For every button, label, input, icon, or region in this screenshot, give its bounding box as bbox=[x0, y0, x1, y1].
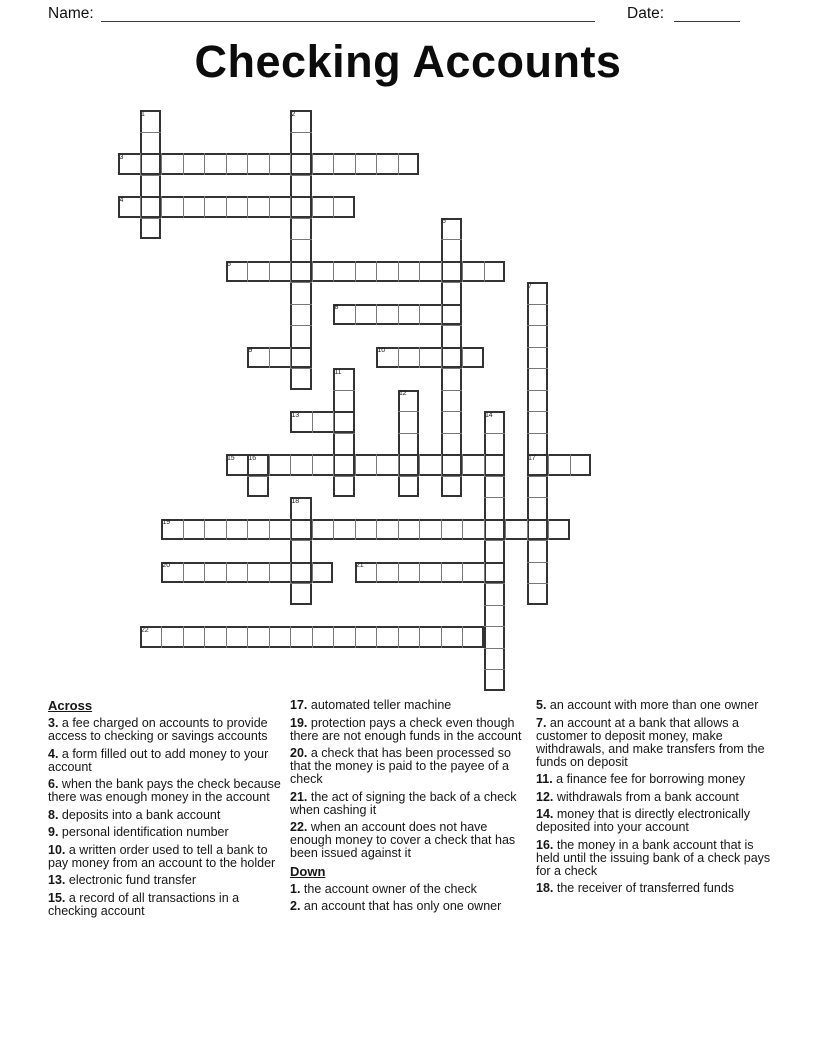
crossword-cell bbox=[398, 411, 420, 433]
crossword-cell bbox=[484, 261, 506, 283]
clue-20: 20. a check that has been processed so that the money is paid to the payee of a check bbox=[290, 746, 511, 786]
cell-number: 14 bbox=[485, 411, 493, 419]
crossword-cell bbox=[226, 196, 248, 218]
crossword-cell bbox=[527, 411, 549, 433]
crossword-cell bbox=[419, 519, 441, 541]
crossword-cell bbox=[140, 110, 162, 132]
crossword-cell bbox=[441, 261, 463, 283]
clue-column-right bbox=[536, 699, 778, 900]
crossword-cell bbox=[376, 304, 398, 326]
crossword-cell bbox=[226, 153, 248, 175]
crossword-cell bbox=[183, 626, 205, 648]
crossword-cell bbox=[312, 626, 334, 648]
crossword-cell bbox=[140, 218, 162, 240]
clue-9: 9. personal identification number bbox=[48, 825, 229, 839]
crossword-cell bbox=[226, 261, 248, 283]
word-6-across bbox=[226, 261, 506, 283]
crossword-cell bbox=[398, 304, 420, 326]
crossword-cell bbox=[290, 347, 312, 369]
crossword-cell bbox=[355, 261, 377, 283]
crossword-cell bbox=[247, 562, 269, 584]
clue-14: 14. money that is directly electronically deposited into your account bbox=[536, 807, 750, 834]
crossword-cell bbox=[527, 519, 549, 541]
crossword-cell bbox=[527, 368, 549, 390]
date-label: Date: bbox=[627, 5, 665, 22]
clue-17: 17. automated teller machine bbox=[290, 698, 452, 712]
cell-number: 21 bbox=[356, 562, 364, 569]
cell-number: 4 bbox=[119, 196, 124, 204]
crossword-cell bbox=[290, 325, 312, 347]
word-8-across bbox=[333, 304, 462, 326]
crossword-cell bbox=[312, 562, 334, 584]
crossword-cell bbox=[355, 454, 377, 476]
crossword-cell bbox=[290, 110, 312, 132]
crossword-cell bbox=[376, 562, 398, 584]
crossword-cell bbox=[462, 261, 484, 283]
clue-18: 18. the receiver of transferred funds bbox=[536, 881, 735, 895]
crossword-cell bbox=[419, 261, 441, 283]
crossword-cell bbox=[333, 196, 355, 218]
crossword-cell bbox=[484, 583, 506, 605]
crossword-cell bbox=[441, 411, 463, 433]
cell-number: 18 bbox=[291, 497, 299, 505]
crossword-cell bbox=[247, 261, 269, 283]
word-18-down bbox=[290, 497, 312, 605]
crossword-cell bbox=[290, 497, 312, 519]
crossword-cell bbox=[269, 454, 291, 476]
clue-5: 5. an account with more than one owner bbox=[536, 698, 759, 712]
crossword-cell bbox=[226, 519, 248, 541]
clue-10: 10. a written order used to tell a bank to pay money from an account to the holder bbox=[48, 842, 276, 870]
crossword-cell bbox=[290, 583, 312, 605]
word-4-across bbox=[118, 196, 355, 218]
crossword-cell bbox=[441, 368, 463, 390]
crossword-cell bbox=[290, 626, 312, 648]
cell-number: 9 bbox=[248, 347, 253, 354]
crossword-cell bbox=[312, 454, 334, 476]
crossword-cell bbox=[441, 347, 463, 369]
cell-number: 5 bbox=[442, 218, 446, 225]
crossword-cell bbox=[441, 218, 463, 240]
crossword-cell bbox=[355, 304, 377, 326]
crossword-cell bbox=[226, 626, 248, 648]
clues-down-header: Down bbox=[290, 863, 326, 879]
crossword-cell bbox=[570, 454, 592, 476]
crossword-cell bbox=[140, 153, 162, 175]
crossword-cell bbox=[484, 476, 506, 498]
crossword-cell bbox=[333, 411, 355, 433]
crossword-cell bbox=[527, 540, 549, 562]
crossword-cell bbox=[204, 562, 226, 584]
crossword-cell bbox=[290, 368, 312, 390]
crossword-cell bbox=[376, 261, 398, 283]
crossword-cell bbox=[290, 218, 312, 240]
crossword-cell bbox=[419, 454, 441, 476]
crossword-cell bbox=[290, 153, 312, 175]
clue-11: 11. a finance fee for borrowing money bbox=[536, 772, 746, 786]
crossword-cell bbox=[118, 196, 140, 218]
clue-column-left bbox=[48, 699, 285, 922]
crossword-cell bbox=[333, 153, 355, 175]
crossword-cell bbox=[398, 153, 420, 175]
crossword-cell bbox=[312, 196, 334, 218]
crossword-cell bbox=[161, 519, 183, 541]
crossword-cell bbox=[527, 325, 549, 347]
crossword-cell bbox=[484, 433, 506, 455]
crossword-cell bbox=[333, 261, 355, 283]
crossword-cell bbox=[333, 519, 355, 541]
cell-number: 11 bbox=[334, 368, 342, 376]
crossword-cell bbox=[290, 454, 312, 476]
crossword-cell bbox=[247, 196, 269, 218]
crossword-cell bbox=[290, 519, 312, 541]
crossword-cell bbox=[247, 454, 269, 476]
clue-7: 7. an account at a bank that allows a customer to deposit money, make withdrawals, and make transfers from the funds on deposit bbox=[536, 715, 765, 769]
crossword-cell bbox=[441, 239, 463, 261]
cell-number: 20 bbox=[162, 562, 170, 569]
crossword-cell bbox=[290, 540, 312, 562]
crossword-cell bbox=[269, 562, 291, 584]
crossword-cell bbox=[355, 626, 377, 648]
cell-number: 15 bbox=[227, 454, 235, 462]
crossword-cell bbox=[419, 304, 441, 326]
crossword-cell bbox=[527, 347, 549, 369]
crossword-cell bbox=[484, 562, 506, 584]
crossword-cell bbox=[333, 390, 355, 412]
crossword-cell bbox=[290, 411, 312, 433]
crossword-cell bbox=[441, 282, 463, 304]
word-10-across bbox=[376, 347, 484, 369]
crossword-cell bbox=[441, 562, 463, 584]
crossword-cell bbox=[183, 562, 205, 584]
crossword-cell bbox=[462, 562, 484, 584]
clue-6: 6. when the bank pays the check because there was enough money in the account bbox=[48, 777, 281, 804]
crossword-cell bbox=[140, 175, 162, 197]
page-title: Checking Accounts bbox=[194, 36, 622, 87]
crossword-cell bbox=[462, 347, 484, 369]
crossword-cell bbox=[333, 626, 355, 648]
crossword-cell bbox=[269, 626, 291, 648]
crossword-cell bbox=[333, 433, 355, 455]
crossword-cell bbox=[376, 519, 398, 541]
crossword-cell bbox=[312, 261, 334, 283]
crossword-cell bbox=[333, 454, 355, 476]
crossword-cell bbox=[527, 497, 549, 519]
crossword-cell bbox=[484, 540, 506, 562]
word-11-down bbox=[333, 368, 355, 497]
cell-number: 7 bbox=[528, 282, 532, 290]
crossword-cell bbox=[548, 454, 570, 476]
crossword-cell bbox=[441, 476, 463, 498]
crossword-cell bbox=[290, 261, 312, 283]
crossword-cell bbox=[398, 347, 420, 369]
crossword-cell bbox=[527, 433, 549, 455]
word-17-across bbox=[527, 454, 592, 476]
crossword-cell bbox=[462, 519, 484, 541]
crossword-cell bbox=[484, 626, 506, 648]
crossword-cell bbox=[398, 390, 420, 412]
crossword-cell bbox=[441, 304, 463, 326]
crossword-cell bbox=[204, 196, 226, 218]
crossword-cell bbox=[269, 196, 291, 218]
crossword-cell bbox=[312, 153, 334, 175]
crossword-cell bbox=[247, 519, 269, 541]
word-1-down bbox=[140, 110, 162, 239]
crossword-cell bbox=[269, 347, 291, 369]
crossword-cell bbox=[183, 196, 205, 218]
word-7-down bbox=[527, 282, 549, 605]
crossword-cell bbox=[398, 562, 420, 584]
crossword-cell bbox=[333, 304, 355, 326]
crossword-cell bbox=[204, 626, 226, 648]
cell-number: 6 bbox=[227, 261, 231, 268]
word-9-across bbox=[247, 347, 312, 369]
clue-22: 22. when an account does not have enough money to cover a check that has been issued against it bbox=[290, 820, 516, 860]
crossword-cell bbox=[140, 626, 162, 648]
crossword-cell bbox=[419, 562, 441, 584]
clue-13: 13. electronic fund transfer bbox=[48, 873, 197, 887]
crossword-cell bbox=[527, 454, 549, 476]
date-blank-line bbox=[674, 21, 740, 22]
crossword-cell bbox=[290, 132, 312, 154]
crossword-cell bbox=[161, 153, 183, 175]
crossword-cell bbox=[462, 454, 484, 476]
word-19-across bbox=[161, 519, 570, 541]
crossword-cell bbox=[290, 239, 312, 261]
clue-3: 3. a fee charged on accounts to provide access to checking or savings accounts bbox=[48, 716, 268, 743]
cell-number: 2 bbox=[291, 110, 296, 118]
clue-19: 19. protection pays a check even though there are not enough funds in the account bbox=[290, 715, 522, 743]
crossword-cell bbox=[441, 454, 463, 476]
crossword-cell bbox=[204, 153, 226, 175]
cell-number: 10 bbox=[377, 347, 385, 354]
crossword-cell bbox=[441, 626, 463, 648]
name-label: Name: bbox=[48, 5, 94, 22]
crossword-cell bbox=[333, 476, 355, 498]
crossword-cell bbox=[484, 605, 506, 627]
crossword-cell bbox=[484, 497, 506, 519]
crossword-cell bbox=[312, 519, 334, 541]
word-20-across bbox=[161, 562, 333, 584]
crossword-cell bbox=[398, 454, 420, 476]
crossword-cell bbox=[527, 583, 549, 605]
crossword-cell bbox=[376, 454, 398, 476]
crossword-cell bbox=[527, 476, 549, 498]
crossword-cell bbox=[505, 519, 527, 541]
word-22-across bbox=[140, 626, 484, 648]
clue-16: 16. the money in a bank account that is held until the issuing bank of a check pays for a check bbox=[536, 837, 771, 878]
name-blank-line bbox=[101, 21, 595, 22]
crossword-cell bbox=[398, 433, 420, 455]
crossword-cell bbox=[140, 132, 162, 154]
crossword-cell bbox=[226, 562, 248, 584]
crossword-cell bbox=[419, 626, 441, 648]
crossword-cell bbox=[204, 519, 226, 541]
crossword-cell bbox=[269, 519, 291, 541]
cell-number: 19 bbox=[162, 519, 170, 526]
crossword-cell bbox=[376, 626, 398, 648]
crossword-cell bbox=[161, 196, 183, 218]
crossword-cell bbox=[527, 390, 549, 412]
crossword-cell bbox=[269, 261, 291, 283]
crossword-cell bbox=[419, 347, 441, 369]
crossword-cell bbox=[269, 153, 291, 175]
clue-12: 12. withdrawals from a bank account bbox=[536, 789, 739, 804]
crossword-cell bbox=[527, 282, 549, 304]
clue-column-middle bbox=[290, 699, 532, 918]
crossword-cell bbox=[376, 153, 398, 175]
crossword-cell bbox=[441, 433, 463, 455]
clue-4: 4. a form filled out to add money to your account bbox=[48, 746, 269, 774]
crossword-cell bbox=[548, 519, 570, 541]
crossword-cell bbox=[398, 626, 420, 648]
crossword-cell bbox=[441, 519, 463, 541]
crossword-cell bbox=[247, 626, 269, 648]
clue-21: 21. the act of signing the back of a check when cashing it bbox=[290, 789, 517, 817]
crossword-cell bbox=[183, 153, 205, 175]
clue-2: 2. an account that has only one owner bbox=[290, 899, 502, 913]
crossword-cell bbox=[333, 368, 355, 390]
crossword-cell bbox=[290, 282, 312, 304]
crossword-cell bbox=[398, 476, 420, 498]
crossword-cell bbox=[140, 196, 162, 218]
crossword-cell bbox=[527, 304, 549, 326]
cell-number: 3 bbox=[119, 153, 124, 161]
crossword-cell bbox=[484, 648, 506, 670]
crossword-cell bbox=[398, 519, 420, 541]
cell-number: 22 bbox=[141, 626, 149, 634]
crossword-cell bbox=[161, 562, 183, 584]
crossword-cell bbox=[161, 626, 183, 648]
clues-across-header: Across bbox=[48, 698, 93, 713]
cell-number: 12 bbox=[399, 390, 407, 397]
crossword-cell bbox=[484, 454, 506, 476]
clue-1: 1. the account owner of the check bbox=[290, 881, 477, 896]
crossword-cell bbox=[118, 153, 140, 175]
crossword-cell bbox=[247, 476, 269, 498]
crossword-cell bbox=[247, 153, 269, 175]
crossword-cell bbox=[462, 626, 484, 648]
word-3-across bbox=[118, 153, 419, 175]
crossword-cell bbox=[290, 196, 312, 218]
crossword-cell bbox=[355, 562, 377, 584]
crossword-cell bbox=[355, 519, 377, 541]
crossword-cell bbox=[226, 454, 248, 476]
crossword-cell bbox=[527, 562, 549, 584]
crossword-cell bbox=[247, 347, 269, 369]
word-12-down bbox=[398, 390, 420, 498]
crossword-cell bbox=[290, 175, 312, 197]
crossword-cell bbox=[441, 325, 463, 347]
word-16-down bbox=[247, 454, 269, 497]
crossword-cell bbox=[484, 411, 506, 433]
cell-number: 17 bbox=[528, 454, 536, 462]
crossword-cell bbox=[355, 153, 377, 175]
crossword-cell bbox=[376, 347, 398, 369]
clue-15: 15. a record of all transactions in a checking account bbox=[48, 890, 240, 918]
crossword-cell bbox=[484, 519, 506, 541]
crossword-cell bbox=[441, 390, 463, 412]
crossword-cell bbox=[484, 669, 506, 691]
cell-number: 1 bbox=[141, 110, 145, 118]
cell-number: 8 bbox=[334, 304, 339, 311]
crossword-cell bbox=[290, 562, 312, 584]
word-13-across bbox=[290, 411, 355, 433]
cell-number: 13 bbox=[291, 411, 299, 419]
clue-8: 8. deposits into a bank account bbox=[48, 807, 221, 822]
crossword-cell bbox=[398, 261, 420, 283]
word-14-down bbox=[484, 411, 506, 691]
crossword-cell bbox=[183, 519, 205, 541]
crossword-cell bbox=[312, 411, 334, 433]
crossword-cell bbox=[290, 304, 312, 326]
word-21-across bbox=[355, 562, 506, 584]
cell-number: 16 bbox=[248, 454, 256, 462]
